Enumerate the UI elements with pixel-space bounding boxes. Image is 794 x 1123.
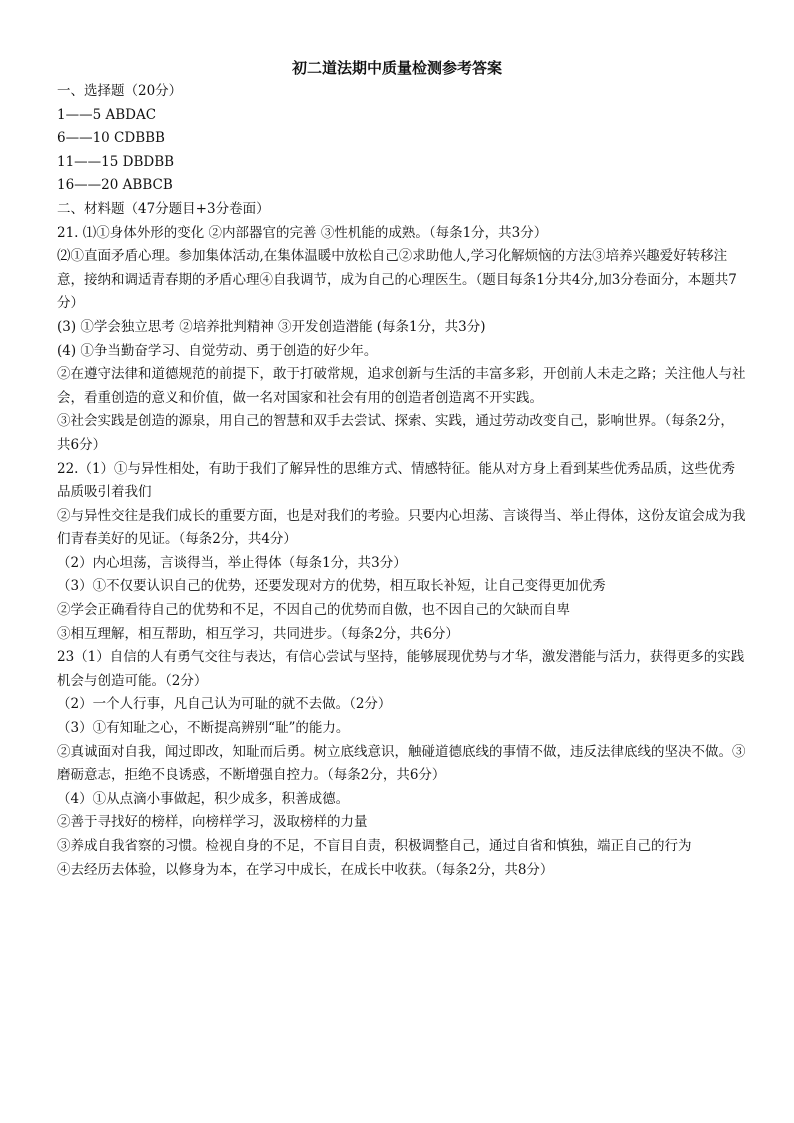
choice-answers-1-5: 1——5 ABDAC	[57, 106, 157, 123]
answer-21-4-point-3: ③社会实践是创造的源泉，用自己的智慧和双手去尝试、探索、实践，通过劳动改变自己，影响世界。（每条2分，共6分）	[57, 413, 734, 453]
answer-23-3-point-1: （3）①有知耻之心，不断提高辨别“耻”的能力。	[57, 720, 350, 737]
answer-22-2: （2）内心坦荡，言谈得当，举止得体（每条1分，共3分）	[57, 554, 407, 571]
answer-23-2: （2）一个人行事，凡自己认为可耻的就不去做。（2分）	[57, 696, 392, 713]
answer-content	[57, 80, 747, 882]
answer-21-2: ⑵①直面矛盾心理。参加集体活动,在集体温暖中放松自己②求助他人,学习化解烦恼的方法③培养兴趣爱好转移注意，接纳和调适青春期的矛盾心理④自我调节，成为自己的心理医生。（题目每条1分共4分,加3分卷面分，本题共7分）	[57, 248, 737, 312]
answer-23-4-point-4: ④去经历去体验，以修身为本，在学习中成长，在成长中收获。（每条2分，共8分）	[57, 861, 554, 878]
choice-answers-16-20: 16——20 ABBCB	[57, 177, 173, 194]
answer-22-1-point-2: ②与异性交往是我们成长的重要方面，也是对我们的考验。只要内心坦荡、言谈得当、举止得体，这份友谊会成为我们青春美好的见证。（每条2分，共4分）	[57, 507, 746, 548]
answer-23-4-point-3: ③养成自我省察的习惯。检视自身的不足，不盲目自责，积极调整自己，通过自省和慎独，端正自己的行为	[57, 838, 692, 854]
answer-22-3-point-3: ③相互理解，相互帮助，相互学习，共同进步。（每条2分，共6分）	[57, 625, 459, 642]
answer-21-3: (3) ①学会独立思考 ②培养批判精神 ③开发创造潜能 (每条1分，共3分)	[57, 318, 486, 335]
answer-21-4-point-1: (4) ①争当勤奋学习、自觉劳动、勇于创造的好少年。	[57, 342, 378, 359]
answer-22-1-point-1: 22.（1）①与异性相处，有助于我们了解异性的思维方式、情感特征。能从对方身上看到某些优秀品质，这些优秀品质吸引着我们	[57, 460, 736, 501]
answer-23-4-point-1: （4）①从点滴小事做起，积少成多，积善成德。	[57, 790, 350, 807]
answer-22-3-point-1: （3）①不仅要认识自己的优势，还要发现对方的优势，相互取长补短，让自己变得更加优秀	[57, 578, 606, 595]
page-title: 初二道法期中质量检测参考答案	[291, 59, 502, 77]
answer-23-4-point-2: ②善于寻找好的榜样，向榜样学习，汲取榜样的力量	[57, 814, 368, 831]
answer-21-4-point-2: ②在遵守法律和道德规范的前提下，敢于打破常规，追求创新与生活的丰富多彩，开创前人未走之路；关注他人与社会，看重创造的意义和价值，做一名对国家和社会有用的创造者创造离不开实践。	[57, 366, 746, 406]
section-heading-material: 二、材料题（47分题目+3分卷面）	[57, 200, 270, 217]
answer-23-1: 23（1）自信的人有勇气交往与表达，有信心尝试与坚持，能够展现优势与才华，激发潜能与活力，获得更多的实践机会与创造可能。（2分）	[57, 649, 745, 689]
choice-answers-11-15: 11——15 DBDBB	[57, 153, 175, 170]
answer-22-3-point-2: ②学会正确看待自己的优势和不足，不因自己的优势而自傲，也不因自己的欠缺而自卑	[57, 602, 570, 619]
choice-answers-6-10: 6——10 CDBBB	[57, 130, 165, 147]
section-heading-choice: 一、选择题（20分）	[57, 83, 183, 99]
answer-21-1: 21. ⑴①身体外形的变化 ②内部器官的完善 ③性机能的成熟。（每条1分，共3分）	[57, 224, 548, 241]
answer-23-3-point-2-3: ②真诚面对自我，闻过即改，知耻而后勇。树立底线意识，触碰道德底线的事情不做，违反法律底线的坚决不做。③磨砺意志，拒绝不良诱惑，不断增强自控力。（每条2分，共6分）	[57, 743, 746, 784]
